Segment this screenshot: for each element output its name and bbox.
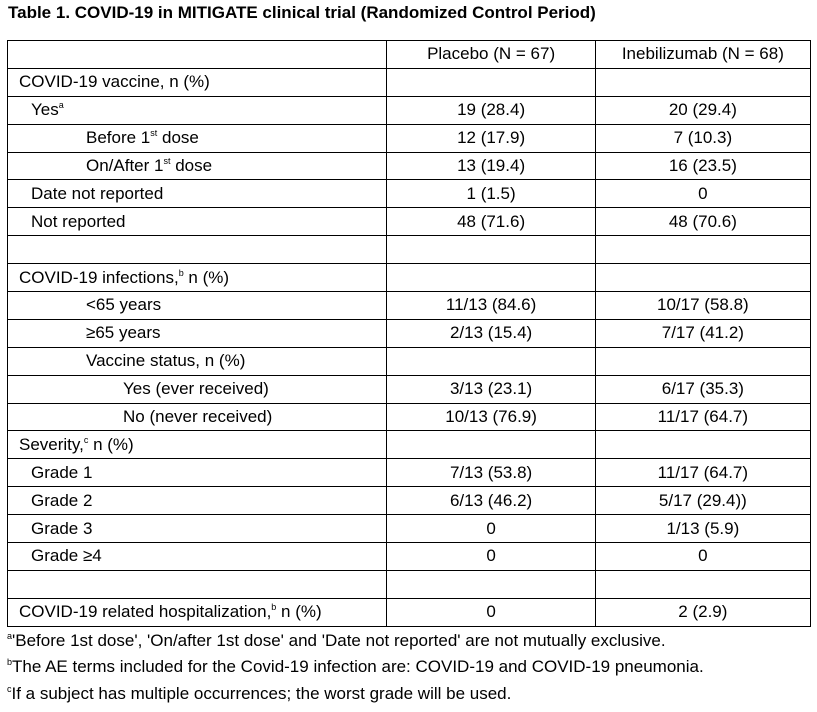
table-row xyxy=(8,180,811,208)
row-label xyxy=(8,598,387,626)
placebo-value: 10/13 (76.9) xyxy=(387,403,595,431)
inebilizumab-value: 11/17 (64.7) xyxy=(595,459,810,487)
row-label xyxy=(8,264,387,292)
placebo-value: 2/13 (15.4) xyxy=(387,319,595,347)
table-row xyxy=(8,487,811,515)
placebo-value: 13 (19.4) xyxy=(387,152,595,180)
placebo-value: 3/13 (23.1) xyxy=(387,375,595,403)
footnote-b xyxy=(7,657,704,677)
footnote-marker: c xyxy=(83,434,89,445)
ordinal-suffix: st xyxy=(150,128,158,139)
row-label: COVID-19 vaccine, n (%) xyxy=(8,68,387,96)
inebilizumab-value: 20 (29.4) xyxy=(595,96,810,124)
footnote-marker: a xyxy=(58,100,64,111)
inebilizumab-value: 0 xyxy=(595,180,810,208)
table-row xyxy=(8,459,811,487)
covid-table xyxy=(7,40,811,627)
placebo-value xyxy=(387,570,595,598)
row-label-text: Severity, xyxy=(19,434,84,454)
inebilizumab-value xyxy=(595,68,810,96)
table-row xyxy=(8,264,811,292)
inebilizumab-value: 1/13 (5.9) xyxy=(595,515,810,543)
row-label-text: COVID-19 infections, xyxy=(19,267,179,287)
ordinal-suffix: st xyxy=(163,156,171,166)
footnote-text: 'Before 1st dose', 'On/after 1st dose' and 'Date not reported' are not mutually exclusive. xyxy=(12,631,666,650)
inebilizumab-value: 11/17 (64.7) xyxy=(595,403,810,431)
table-row xyxy=(8,152,811,180)
row-label-text: On/After 1 xyxy=(86,156,164,175)
inebilizumab-value: 16 (23.5) xyxy=(595,152,810,180)
row-label: ≥65 years xyxy=(8,319,387,347)
inebilizumab-value: 10/17 (58.8) xyxy=(595,292,810,320)
row-label-text: n (%) xyxy=(183,267,230,287)
inebilizumab-value: 7 (10.3) xyxy=(595,124,810,152)
table-spacer-row xyxy=(8,236,811,264)
row-label xyxy=(8,431,387,459)
table-row xyxy=(8,543,811,571)
header-inebilizumab: Inebilizumab (N = 68) xyxy=(595,41,810,69)
inebilizumab-value xyxy=(595,570,810,598)
table-row xyxy=(8,515,811,543)
placebo-value: 0 xyxy=(387,515,595,543)
placebo-value: 12 (17.9) xyxy=(387,124,595,152)
row-label: Not reported xyxy=(8,208,387,236)
row-label-text: Before 1 xyxy=(86,128,151,148)
table-title: Table 1. COVID-19 in MITIGATE clinical trial (Randomized Control Period) xyxy=(8,3,596,22)
row-label-text: dose xyxy=(157,128,199,148)
row-label: Grade 1 xyxy=(8,459,387,487)
table-row xyxy=(8,208,811,236)
table-row xyxy=(8,403,811,431)
inebilizumab-value xyxy=(595,347,810,375)
table-row xyxy=(8,292,811,320)
placebo-value: 7/13 (53.8) xyxy=(387,459,595,487)
row-label-text: dose xyxy=(170,156,213,175)
row-label: Vaccine status, n (%) xyxy=(8,347,387,375)
row-label xyxy=(8,236,387,264)
placebo-value xyxy=(387,68,595,96)
inebilizumab-value: 2 (2.9) xyxy=(595,598,810,626)
footnote-marker: b xyxy=(271,602,277,613)
row-label: Grade 2 xyxy=(8,487,387,515)
footnote-marker: b xyxy=(178,267,184,278)
placebo-value xyxy=(387,431,595,459)
inebilizumab-value: 5/17 (29.4)) xyxy=(595,487,810,515)
footnote-a xyxy=(7,631,666,651)
row-label xyxy=(8,570,387,598)
placebo-value: 0 xyxy=(387,598,595,626)
table-row xyxy=(8,124,811,152)
placebo-value xyxy=(387,264,595,292)
inebilizumab-value: 0 xyxy=(595,543,810,571)
footnote-c xyxy=(7,684,511,704)
inebilizumab-value xyxy=(595,431,810,459)
table-row xyxy=(8,96,811,124)
table-row xyxy=(8,375,811,403)
placebo-value: 11/13 (84.6) xyxy=(387,292,595,320)
row-label: Grade 3 xyxy=(8,515,387,543)
row-label xyxy=(8,124,387,152)
table-row xyxy=(8,68,811,96)
footnote-mark: c xyxy=(7,684,12,694)
row-label xyxy=(8,152,387,180)
row-label-text: n (%) xyxy=(276,602,322,622)
placebo-value xyxy=(387,236,595,264)
placebo-value: 1 (1.5) xyxy=(387,180,595,208)
row-label xyxy=(8,96,387,124)
placebo-value: 0 xyxy=(387,543,595,571)
inebilizumab-value: 7/17 (41.2) xyxy=(595,319,810,347)
table-header-row xyxy=(8,41,811,69)
placebo-value xyxy=(387,347,595,375)
footnote-text: If a subject has multiple occurrences; the worst grade will be used. xyxy=(11,684,512,703)
table-row xyxy=(8,347,811,375)
placebo-value: 48 (71.6) xyxy=(387,208,595,236)
inebilizumab-value xyxy=(595,264,810,292)
table-spacer-row xyxy=(8,570,811,598)
footnote-mark: b xyxy=(7,657,13,667)
row-label: No (never received) xyxy=(8,403,387,431)
footnote-mark: a xyxy=(7,631,13,641)
row-label: Grade ≥4 xyxy=(8,543,387,571)
row-label: Yes (ever received) xyxy=(8,375,387,403)
footnote-text: The AE terms included for the Covid-19 infection are: COVID-19 and COVID-19 pneumonia. xyxy=(12,657,704,676)
table-row xyxy=(8,431,811,459)
inebilizumab-value xyxy=(595,236,810,264)
row-label: Date not reported xyxy=(8,180,387,208)
table-row xyxy=(8,319,811,347)
row-label-text: n (%) xyxy=(88,434,134,454)
inebilizumab-value: 48 (70.6) xyxy=(595,208,810,236)
table-row xyxy=(8,598,811,626)
header-label-cell xyxy=(8,41,387,69)
row-label: <65 years xyxy=(8,292,387,320)
header-placebo: Placebo (N = 67) xyxy=(387,41,595,69)
inebilizumab-value: 6/17 (35.3) xyxy=(595,375,810,403)
placebo-value: 6/13 (46.2) xyxy=(387,487,595,515)
row-label-text: COVID-19 related hospitalization, xyxy=(19,602,272,622)
row-label-text: Yes xyxy=(31,100,59,120)
placebo-value: 19 (28.4) xyxy=(387,96,595,124)
